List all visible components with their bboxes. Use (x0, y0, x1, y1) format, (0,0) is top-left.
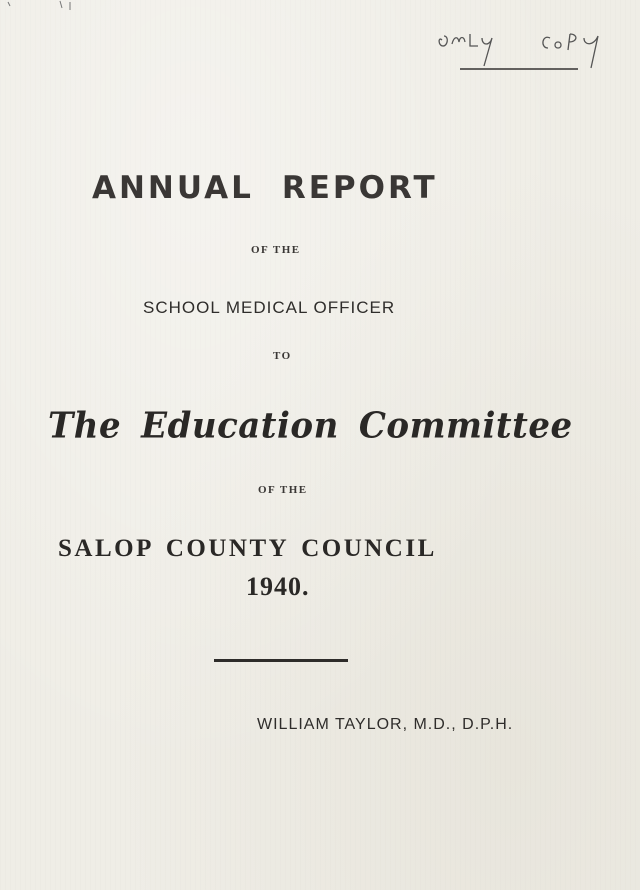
title-word-annual: ANNUAL (92, 170, 254, 206)
handwritten-underline (460, 68, 578, 70)
title-word-report: REPORT (281, 170, 438, 206)
council-word-council: COUNCIL (301, 535, 437, 562)
report-year: 1940. (246, 572, 310, 601)
committee-line (48, 405, 573, 447)
committee-word-committee: Committee (358, 405, 573, 447)
council-word-salop: SALOP (58, 535, 154, 562)
committee-word-the: The (48, 405, 122, 447)
corner-pencil-marks (0, 0, 90, 14)
officer-line: SCHOOL MEDICAL OFFICER (143, 298, 396, 317)
committee-word-education: Education (141, 405, 339, 447)
divider-rule (214, 659, 348, 662)
author-line: WILLIAM TAYLOR, M.D., D.P.H. (257, 716, 514, 733)
of-the-line-1: OF THE (251, 244, 301, 256)
to-line: TO (273, 350, 292, 362)
council-word-county: COUNTY (165, 535, 290, 562)
report-title (92, 170, 472, 206)
council-line (58, 535, 528, 563)
of-the-line-2: OF THE (258, 484, 308, 496)
